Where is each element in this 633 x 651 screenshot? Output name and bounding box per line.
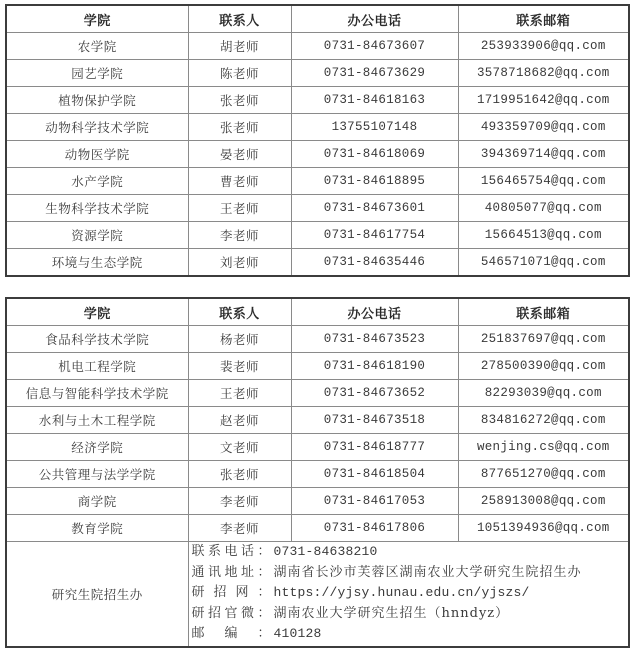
email-cell: 82293039@qq.com: [458, 380, 629, 407]
email-cell: 253933906@qq.com: [458, 33, 629, 60]
table-row: [6, 114, 629, 141]
phone-cell: 0731-84618163: [291, 87, 458, 114]
header-phone: 办公电话: [291, 5, 458, 33]
college-cell: 农学院: [6, 33, 188, 60]
label-char: 系: [207, 544, 222, 559]
office-info-label: [192, 624, 272, 645]
table-row: [6, 33, 629, 60]
contacts-table-1: [5, 4, 630, 277]
college-cell: 动物医学院: [6, 141, 188, 168]
label-char: 编: [224, 626, 239, 641]
office-info-line: [192, 563, 629, 584]
contact-cell: 陈老师: [188, 60, 291, 87]
office-info-label: [192, 542, 272, 563]
label-char: 电: [224, 544, 239, 559]
header-college: 学院: [6, 5, 188, 33]
header-contact: 联系人: [188, 298, 291, 326]
phone-cell: 0731-84618895: [291, 168, 458, 195]
table-row: [6, 515, 629, 542]
office-info-value: 410128: [273, 626, 322, 641]
email-cell: 3578718682@qq.com: [458, 60, 629, 87]
contact-cell: 李老师: [188, 515, 291, 542]
admissions-office-info: [188, 542, 629, 648]
email-cell: 877651270@qq.com: [458, 461, 629, 488]
college-cell: 水产学院: [6, 168, 188, 195]
college-cell: 植物保护学院: [6, 87, 188, 114]
college-cell: 商学院: [6, 488, 188, 515]
table-row: [6, 249, 629, 277]
admissions-office-row: [6, 542, 629, 648]
phone-cell: 0731-84673601: [291, 195, 458, 222]
college-cell: 经济学院: [6, 434, 188, 461]
table-row: [6, 60, 629, 87]
label-colon: ：: [257, 564, 272, 580]
college-cell: 公共管理与法学学院: [6, 461, 188, 488]
label-char: 研: [191, 585, 206, 600]
email-cell: 278500390@qq.com: [458, 353, 629, 380]
phone-cell: 0731-84617754: [291, 222, 458, 249]
phone-cell: 0731-84673607: [291, 33, 458, 60]
office-info-value: https://yjsy.hunau.edu.cn/yjszs/: [273, 585, 530, 600]
contact-cell: 刘老师: [188, 249, 291, 277]
table-row: [6, 168, 629, 195]
header-phone: 办公电话: [291, 298, 458, 326]
college-cell: 机电工程学院: [6, 353, 188, 380]
label-char: 邮: [191, 626, 206, 641]
contact-cell: 李老师: [188, 222, 291, 249]
table-row: [6, 222, 629, 249]
email-cell: 1719951642@qq.com: [458, 87, 629, 114]
table-row: [6, 434, 629, 461]
email-cell: 156465754@qq.com: [458, 168, 629, 195]
office-info-line: [192, 542, 629, 563]
contact-cell: 曹老师: [188, 168, 291, 195]
label-char: 址: [240, 564, 255, 580]
table-row: [6, 461, 629, 488]
phone-cell: 0731-84618504: [291, 461, 458, 488]
table-row: [6, 141, 629, 168]
label-colon: ：: [257, 626, 272, 641]
contact-cell: 张老师: [188, 87, 291, 114]
label-colon: ：: [257, 544, 272, 559]
email-cell: 258913008@qq.com: [458, 488, 629, 515]
contacts-table-2: [5, 297, 630, 648]
email-cell: 40805077@qq.com: [458, 195, 629, 222]
college-cell: 水利与土木工程学院: [6, 407, 188, 434]
label-char: 研: [191, 605, 206, 621]
table-row: [6, 407, 629, 434]
table-row: [6, 380, 629, 407]
office-info-value: 0731-84638210: [273, 544, 378, 559]
email-cell: 394369714@qq.com: [458, 141, 629, 168]
email-cell: 546571071@qq.com: [458, 249, 629, 277]
contact-cell: 张老师: [188, 114, 291, 141]
label-char: 联: [191, 544, 206, 559]
phone-cell: 0731-84618190: [291, 353, 458, 380]
contact-cell: 杨老师: [188, 326, 291, 353]
label-char: 通: [191, 564, 206, 580]
label-char: 招: [213, 585, 228, 600]
contact-cell: 晏老师: [188, 141, 291, 168]
label-char: 网: [235, 585, 250, 600]
phone-cell: 0731-84635446: [291, 249, 458, 277]
office-info-value: 湖南农业大学研究生招生（hnndyz）: [273, 605, 510, 621]
contact-cell: 李老师: [188, 488, 291, 515]
email-cell: 834816272@qq.com: [458, 407, 629, 434]
contact-cell: 张老师: [188, 461, 291, 488]
label-colon: ：: [257, 585, 272, 600]
college-cell: 环境与生态学院: [6, 249, 188, 277]
college-cell: 食品科学技术学院: [6, 326, 188, 353]
label-char: 讯: [207, 564, 222, 580]
phone-cell: 0731-84618777: [291, 434, 458, 461]
email-cell: 251837697@qq.com: [458, 326, 629, 353]
office-info-label: [192, 604, 272, 625]
email-cell: wenjing.cs@qq.com: [458, 434, 629, 461]
email-cell: 1051394936@qq.com: [458, 515, 629, 542]
phone-cell: 0731-84617053: [291, 488, 458, 515]
college-cell: 信息与智能科学技术学院: [6, 380, 188, 407]
contact-cell: 裴老师: [188, 353, 291, 380]
phone-cell: 0731-84673518: [291, 407, 458, 434]
office-info-line: [192, 583, 629, 604]
phone-cell: 0731-84617806: [291, 515, 458, 542]
label-char: 地: [224, 564, 239, 580]
college-cell: 教育学院: [6, 515, 188, 542]
table-row: [6, 353, 629, 380]
header-email: 联系邮箱: [458, 298, 629, 326]
office-info-line: [192, 604, 629, 625]
phone-cell: 0731-84673652: [291, 380, 458, 407]
table-row: [6, 488, 629, 515]
table-row: [6, 195, 629, 222]
header-email: 联系邮箱: [458, 5, 629, 33]
admissions-office-name: 研究生院招生办: [6, 542, 188, 648]
office-info-label: [192, 583, 272, 604]
email-cell: 15664513@qq.com: [458, 222, 629, 249]
email-cell: 493359709@qq.com: [458, 114, 629, 141]
label-char: 官: [224, 605, 239, 621]
table-row: [6, 87, 629, 114]
phone-cell: 13755107148: [291, 114, 458, 141]
college-cell: 生物科学技术学院: [6, 195, 188, 222]
table-header-row: [6, 298, 629, 326]
table-row: [6, 326, 629, 353]
office-info-value: 湖南省长沙市芙蓉区湖南农业大学研究生院招生办: [273, 564, 582, 580]
contact-cell: 王老师: [188, 380, 291, 407]
college-cell: 动物科学技术学院: [6, 114, 188, 141]
contact-cell: 赵老师: [188, 407, 291, 434]
phone-cell: 0731-84673629: [291, 60, 458, 87]
header-contact: 联系人: [188, 5, 291, 33]
office-info-label: [192, 563, 272, 584]
contact-cell: 王老师: [188, 195, 291, 222]
contact-cell: 胡老师: [188, 33, 291, 60]
college-cell: 资源学院: [6, 222, 188, 249]
label-char: 招: [207, 605, 222, 621]
office-info-line: [192, 624, 629, 645]
header-college: 学院: [6, 298, 188, 326]
table-header-row: [6, 5, 629, 33]
contact-cell: 文老师: [188, 434, 291, 461]
college-cell: 园艺学院: [6, 60, 188, 87]
phone-cell: 0731-84673523: [291, 326, 458, 353]
label-char: 微: [240, 605, 255, 621]
label-colon: ：: [257, 605, 272, 621]
phone-cell: 0731-84618069: [291, 141, 458, 168]
label-char: 话: [240, 544, 255, 559]
